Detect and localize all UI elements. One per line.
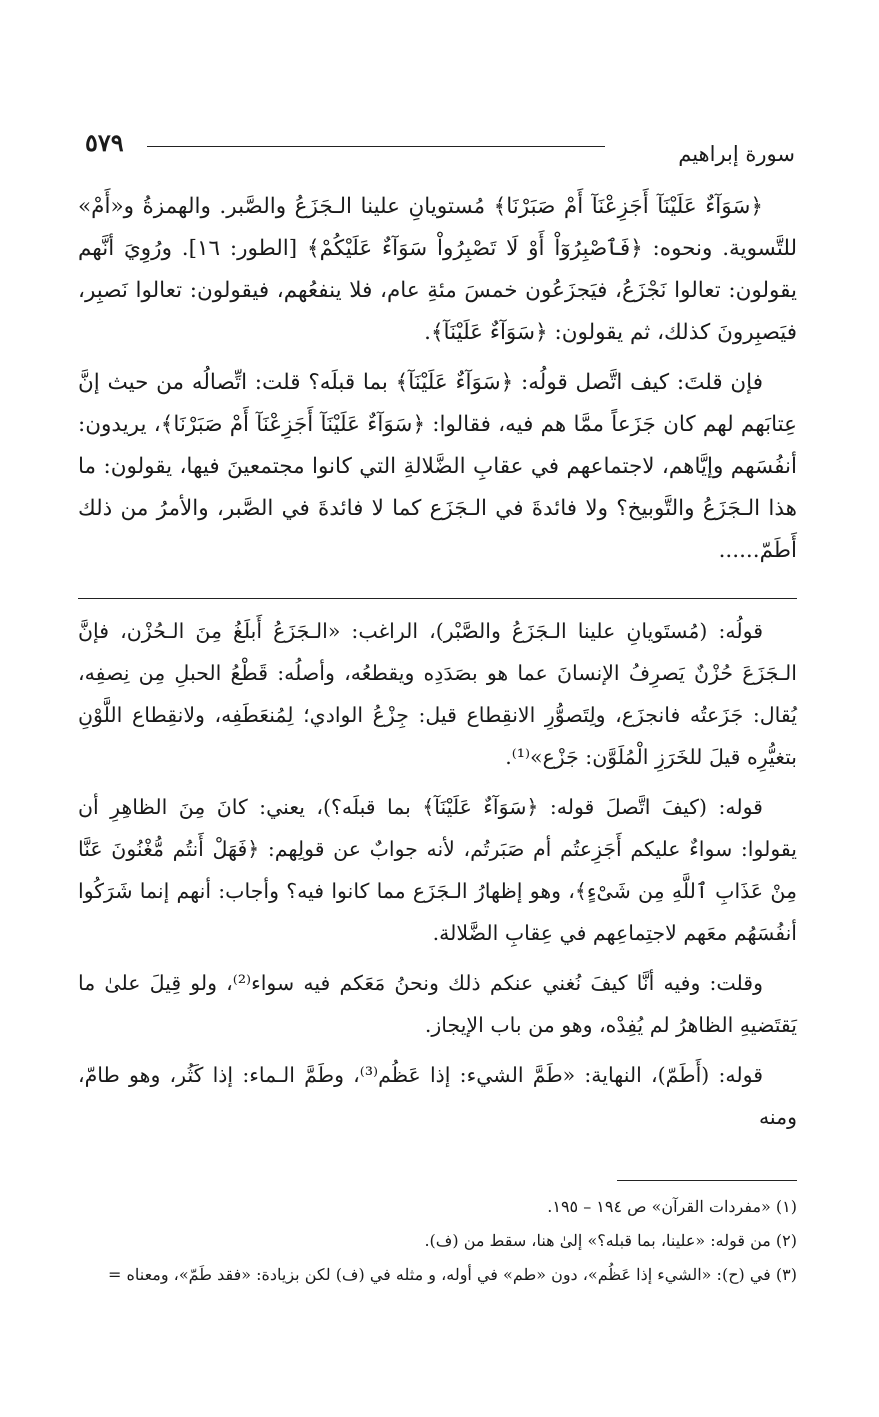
commentary-paragraph: قولُه: (مُستَويانِ علينا الـجَزَعُ والصَّبْر)، الراغب: «الـجَزَعُ أَبلَغُ مِنَ الـحُزْن، فإنَّ الـجَزَعَ حُزْنٌ يَصرِفُ الإنسانَ عما هو بصَدَدِه ويقطعُه، وأصلُه: قَطْعُ الحبلِ مِن نِصفِه، يُقال: جَزَعتُه فانجزَع، ولِتَصوُّرِ الانقِطاع قيل: جِزْعُ الوادي؛ لِمُنعَطَفِه، ولانقِطاع اللَّوْنِ بتغيُّرِه قيلَ للخَرَزِ الْمُلَوَّن: جَزْع»⁽¹⁾.	[78, 619, 797, 769]
commentary-paragraph: قوله: (كيفَ اتَّصلَ قوله: ﴿سَوَآءٌ عَلَيْنَآ﴾ بما قبلَه؟)، يعني: كانَ مِنَ الظاهِرِ أن يقولوا: سواءٌ عليكم أَجَزِعتُم أم صَبَرتُم، لأنه جوابٌ عن قولِهم: ﴿فَهَلْ أَنتُم مُّغْنُونَ عَنَّا مِنْ عَذَابِ ٱللَّهِ مِن شَىْءٍ﴾، وهو إظهارُ الـجَزَع مما كانوا فيه؟ وأجاب: أنهم إنما شَرَكُوا أنفُسَهُم معَهم لاجتِماعِهم في عِقابِ الضَّلالة.	[78, 795, 797, 945]
footnote: (٢) من قوله: «علينا، بما قبله؟» إلىٰ هنا، سقط من (ف).	[424, 1231, 797, 1250]
header-rule	[147, 146, 605, 147]
commentary-text	[78, 610, 797, 1146]
running-title: سورة إبراهيم	[678, 142, 795, 166]
footnotes	[78, 1190, 797, 1292]
page-number: ٥٧٩	[85, 128, 124, 157]
main-paragraph: ﴿سَوَآءٌ عَلَيْنَآ أَجَزِعْنَآ أَمْ صَبَرْنَا﴾ مُستويانِ علينا الـجَزَعُ والصَّبر. والهمزةُ و«أَمْ» للتَّسوية. ونحوه: ﴿فَٱصْبِرُوٓاْ أَوْ لَا تَصْبِرُواْ سَوَآءٌ عَلَيْكُمْ﴾ [الطور: ١٦]. ورُوِيَ أنَّهم يقولون: تعالوا نَجْزَعُ، فيَجزَعُون خمسَ مئةِ عام، فلا ينفعُهم، فيقولون: تعالوا نَصبِر، فيَصبِرونَ كذلك، ثم يقولون: ﴿سَوَآءٌ عَلَيْنَآ﴾.	[78, 194, 798, 345]
footnote: (٣) في (ح): «الشيء إذا عَظُم»، دون «طم» في أوله، و مثله في (ف) لكن بزيادة: «فقد طَمّ»، ومعناه =	[108, 1265, 797, 1284]
text-commentary-divider	[78, 598, 797, 599]
main-text	[78, 186, 797, 580]
main-paragraph: فإن قلتَ: كيف اتَّصل قولُه: ﴿سَوَآءٌ عَلَيْنَآ﴾ بما قبلَه؟ قلت: اتِّصالُه من حيث إنَّ عِتابَهم لهم كان جَزَعاً ممَّا هم فيه، فقالوا: ﴿سَوَآءٌ عَلَيْنَآ أَجَزِعْنَآ أَمْ صَبَرْنَا﴾، يريدون: أنفُسَهم وإيَّاهم، لاجتماعهم في عقابِ الضَّلالةِ التي كانوا مجتمعينَ فيها، يقولون: ما هذا الـجَزَعُ والتَّوبيخ؟ ولا فائدةَ في الـجَزَع كما لا فائدةَ في الصَّبر، والأمرُ من ذلك أَطَمّ......	[78, 370, 797, 563]
page-header	[85, 128, 795, 168]
footnote-rule	[617, 1180, 797, 1181]
commentary-paragraph: وقلت: وفيه أنَّا كيفَ نُغني عنكم ذلك ونحنُ مَعَكم فيه سواء⁽²⁾، ولو قِيلَ علىٰ ما يَقتَضيهِ الظاهرُ لم يُفِدْه، وهو من باب الإيجاز.	[78, 971, 797, 1037]
commentary-paragraph: قوله: (أَطَمّ)، النهاية: «طَمَّ الشيء: إذا عَظُم⁽³⁾، وطَمَّ الـماء: إذا كَثُر، وهو طامّ، ومنه	[78, 1063, 797, 1129]
footnote: (١) «مفردات القرآن» ص ١٩٤ – ١٩٥.	[547, 1197, 797, 1216]
